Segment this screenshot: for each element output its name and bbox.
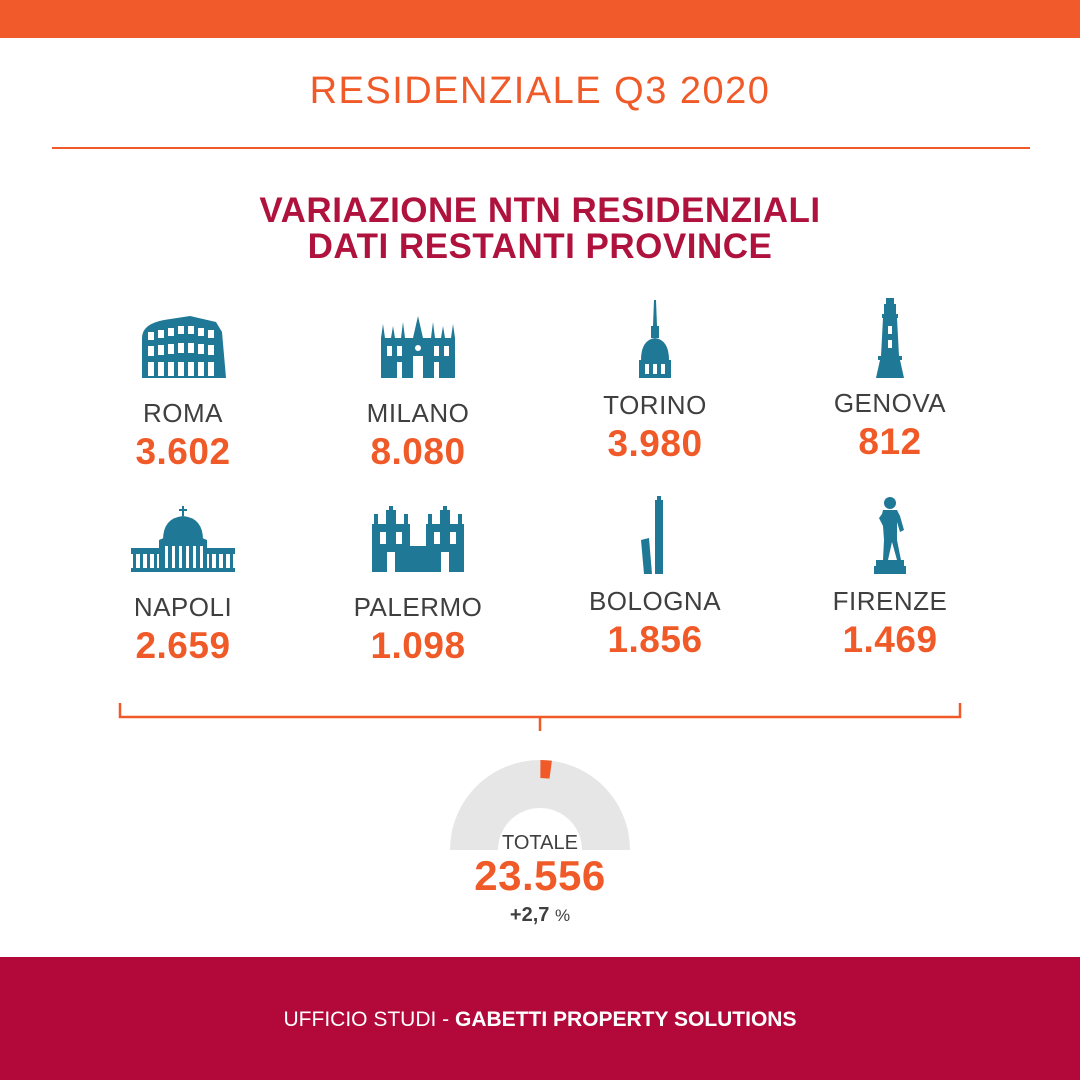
- city-value: 3.602: [135, 431, 231, 472]
- david-statue-icon: [870, 496, 910, 574]
- city-name: GENOVA: [833, 388, 947, 418]
- colosseum-icon: [138, 312, 228, 380]
- footer-brand: GABETTI PROPERTY SOLUTIONS: [455, 1008, 797, 1031]
- city-card-firenze: [770, 496, 1010, 661]
- cities-bracket: [118, 703, 962, 733]
- footer: [0, 957, 1080, 1080]
- city-value: 812: [858, 421, 922, 462]
- city-name: MILANO: [366, 398, 470, 428]
- footer-left: UFFICIO STUDI -: [283, 1008, 455, 1031]
- city-card-milano: [298, 312, 538, 473]
- city-value: 3.980: [607, 423, 703, 464]
- milan-cathedral-icon: [373, 312, 463, 380]
- total-value: 23.556: [474, 852, 606, 899]
- city-name: FIRENZE: [832, 586, 948, 616]
- city-value: 1.856: [607, 619, 703, 660]
- san-francesco-di-paola-icon: [131, 506, 235, 574]
- city-name: PALERMO: [353, 592, 483, 622]
- total-change-unit: %: [554, 906, 571, 925]
- city-name: NAPOLI: [133, 592, 233, 622]
- city-value: 2.659: [135, 625, 231, 666]
- city-card-roma: [63, 312, 303, 473]
- header-title: RESIDENZIALE Q3 2020: [309, 70, 771, 112]
- city-name: ROMA: [143, 398, 223, 428]
- palermo-cathedral-icon: [370, 506, 466, 574]
- two-towers-icon: [635, 496, 675, 574]
- city-card-torino: [535, 300, 775, 465]
- total-label: TOTALE: [502, 832, 578, 854]
- city-card-genova: [770, 298, 1010, 463]
- city-value: 8.080: [370, 431, 466, 472]
- city-card-palermo: [298, 506, 538, 667]
- city-value: 1.098: [370, 625, 466, 666]
- city-value: 1.469: [842, 619, 938, 660]
- total-change: [390, 904, 690, 927]
- city-name: TORINO: [603, 390, 707, 420]
- total-change-value: +2,7: [509, 904, 550, 926]
- top-accent-bar: [0, 0, 1080, 38]
- main-title-line2: DATI RESTANTI PROVINCE: [307, 227, 773, 266]
- lanterna-icon: [870, 298, 910, 378]
- main-title-line1: VARIAZIONE NTN RESIDENZIALI: [259, 191, 821, 230]
- city-card-bologna: [535, 496, 775, 661]
- mole-antonelliana-icon: [625, 300, 685, 380]
- main-title: [0, 193, 1080, 265]
- city-name: BOLOGNA: [588, 586, 722, 616]
- city-card-napoli: [63, 506, 303, 667]
- footer-text: [0, 1008, 1080, 1032]
- header-divider: [52, 147, 1030, 149]
